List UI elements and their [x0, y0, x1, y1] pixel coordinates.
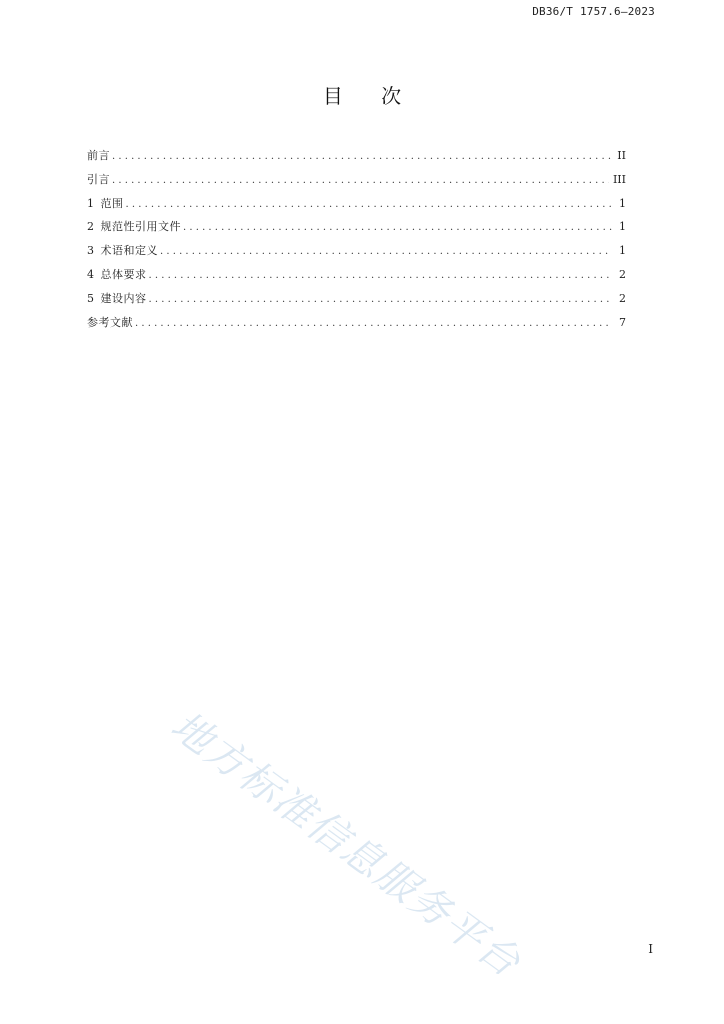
toc-entry-title: 范围 — [100, 196, 124, 210]
toc-entry-title: 规范性引用文件 — [100, 220, 181, 234]
toc-entry-title: 总体要求 — [100, 267, 147, 281]
toc-entry-number: 3 — [87, 244, 95, 258]
toc-entry-foreword[interactable] — [87, 147, 626, 171]
toc-page-number: II — [617, 149, 626, 162]
toc-page-number: 1 — [619, 196, 626, 210]
toc-entry-label — [87, 171, 112, 187]
toc-dot-leader — [183, 222, 612, 233]
toc-entry-scope[interactable] — [87, 195, 626, 219]
toc-entry-label — [87, 147, 112, 163]
toc-page-number: 2 — [619, 291, 626, 305]
footer-page-number: I — [648, 942, 653, 956]
table-of-contents — [87, 147, 626, 337]
toc-dot-leader — [149, 294, 613, 305]
toc-entry-introduction[interactable] — [87, 171, 626, 195]
toc-entry-title: 术语和定义 — [100, 244, 158, 258]
toc-entry-number: 1 — [87, 196, 95, 210]
toc-page-number: 7 — [619, 315, 626, 329]
toc-dot-leader — [149, 270, 613, 281]
toc-dot-leader — [160, 246, 612, 257]
toc-dot-leader — [126, 199, 613, 210]
toc-entry-title: 引言 — [87, 172, 110, 186]
toc-dot-leader — [135, 318, 612, 329]
toc-page-number: 1 — [619, 220, 626, 234]
toc-entry-title: 前言 — [87, 149, 110, 162]
toc-entry-general-requirements[interactable] — [87, 266, 626, 290]
toc-page-number: 1 — [619, 244, 626, 258]
toc-entry-title: 建设内容 — [100, 291, 147, 305]
toc-entry-label — [87, 242, 160, 258]
toc-page-number: III — [612, 172, 626, 186]
toc-entry-number: 2 — [87, 220, 95, 234]
toc-entry-number: 4 — [87, 267, 95, 281]
toc-dot-leader — [112, 175, 609, 186]
toc-entry-label — [87, 266, 149, 282]
toc-page-number: 2 — [619, 267, 626, 281]
toc-entry-terms-definitions[interactable] — [87, 242, 626, 266]
toc-entry-label — [87, 290, 149, 306]
toc-entry-title: 参考文献 — [87, 315, 133, 329]
toc-dot-leader — [112, 151, 612, 162]
toc-entry-label — [87, 218, 183, 234]
watermark: 地方标准信息服务平台 — [162, 702, 530, 987]
page-title: 目 次 — [322, 84, 418, 108]
toc-entry-label — [87, 314, 135, 330]
toc-entry-number: 5 — [87, 291, 95, 305]
toc-entry-normative-references[interactable] — [87, 218, 626, 242]
standard-code: DB36/T 1757.6—2023 — [532, 5, 655, 18]
toc-entry-bibliography[interactable] — [87, 314, 626, 338]
toc-entry-label — [87, 195, 126, 211]
toc-entry-construction-content[interactable] — [87, 290, 626, 314]
